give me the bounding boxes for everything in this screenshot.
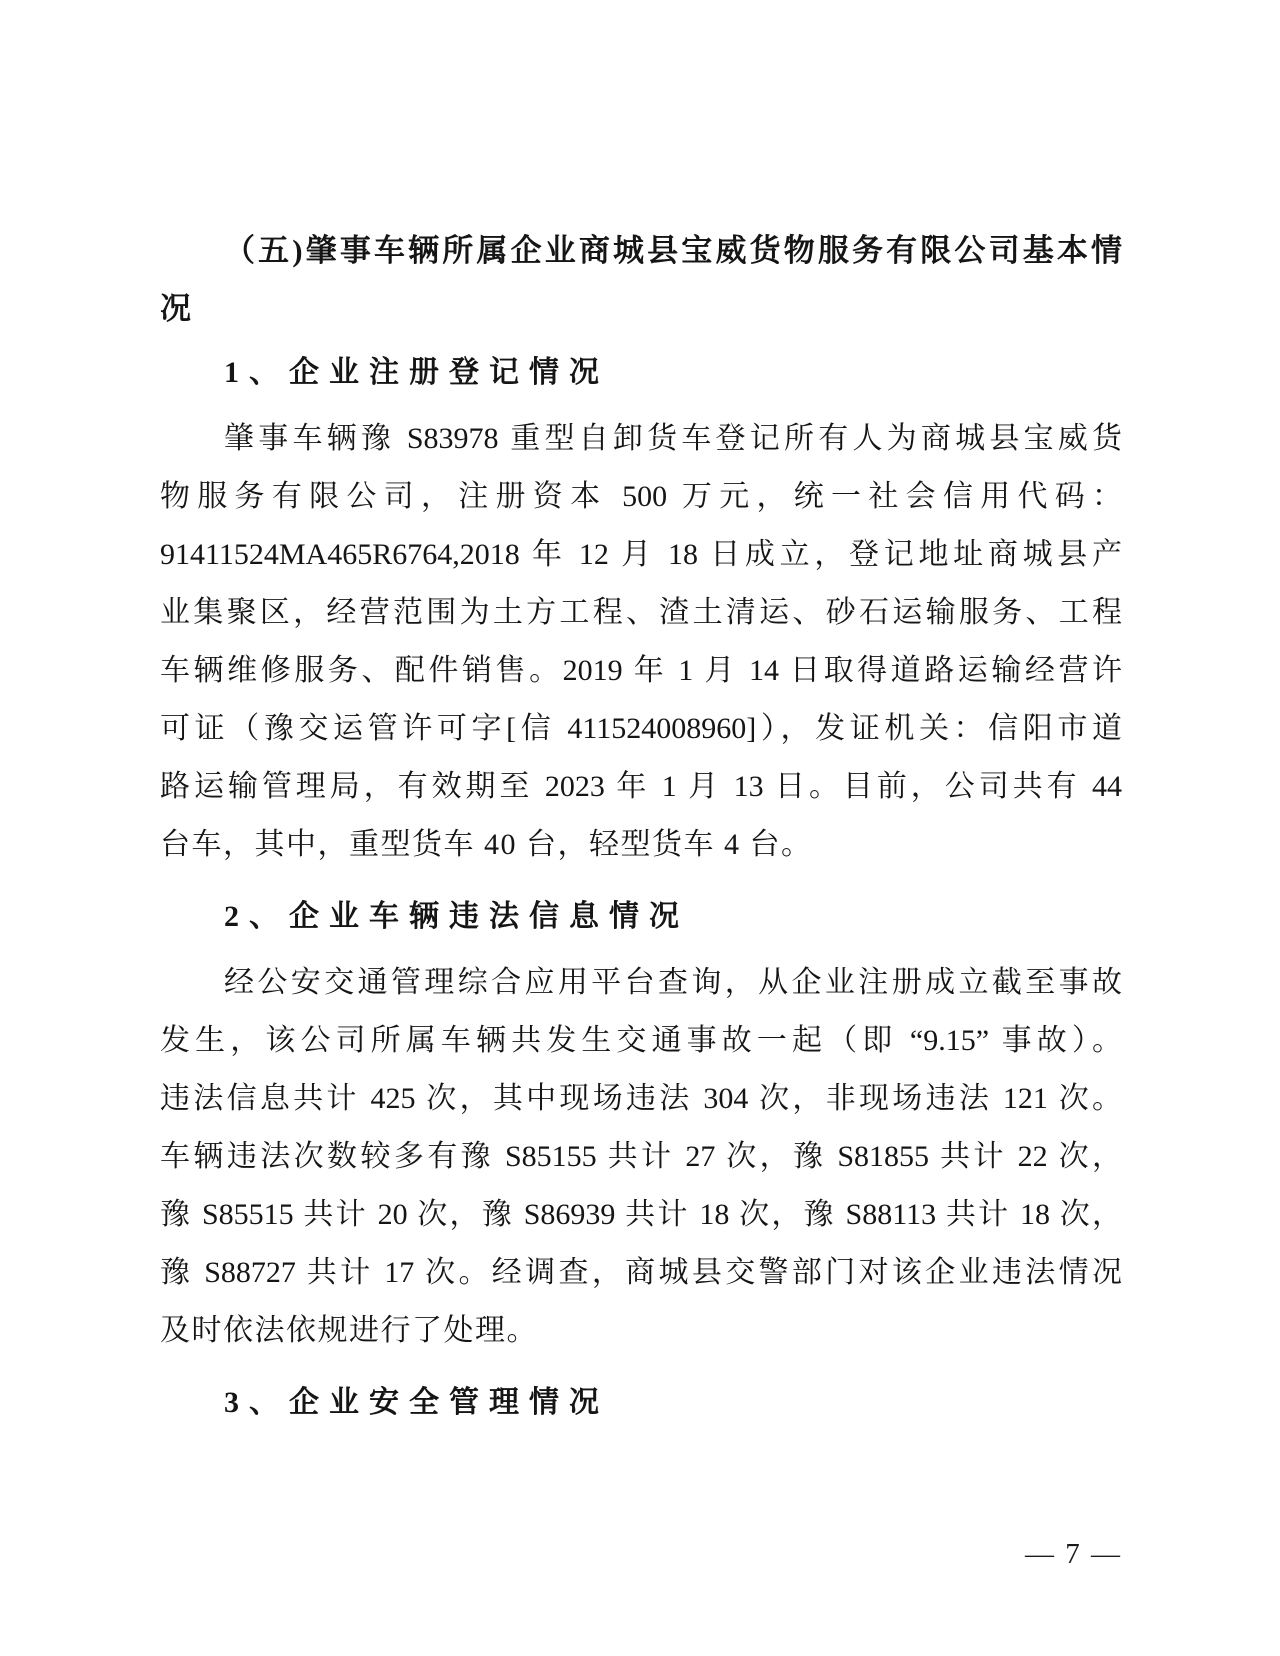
paragraph-line: 豫 S85515 共计 20 次，豫 S86939 共计 18 次，豫 S88113 共计 18 次， [160,1198,1122,1231]
subheading-block [160,888,1122,946]
paragraph-line: 豫 S88727 共计 17 次。经调查，商城县交警部门对该企业违法情况 [160,1256,1122,1289]
subheading-block [160,1374,1122,1432]
paragraph-line: 可证（豫交运管许可字[信 411524008960]），发证机关：信阳市道 [160,712,1122,745]
paragraph-line: 物服务有限公司，注册资本 500 万元，统一社会信用代码： [160,480,1122,513]
heading-line: 况 [160,291,191,326]
paragraph-line: 及时依法依规进行了处理。 [160,1314,538,1347]
subheading-text: 1、企业注册登记情况 [224,356,609,389]
paragraph-line: 违法信息共计 425 次，其中现场违法 304 次，非现场违法 121 次。 [160,1082,1122,1115]
paragraph-line: 91411524MA465R6764,2018 年 12 月 18 日成立，登记地址商城县产 [160,538,1122,571]
paragraph-line: 台车，其中，重型货车 40 台，轻型货车 4 台。 [160,828,813,861]
paragraph-block [160,410,1122,874]
heading-block [160,222,1122,338]
document-body [160,222,1122,1432]
subheading-block [160,344,1122,402]
page-number: — 7 — [1025,1538,1122,1570]
subheading-text: 2、企业车辆违法信息情况 [224,900,689,933]
paragraph-block [160,954,1122,1360]
paragraph-line: 车辆违法次数较多有豫 S85155 共计 27 次，豫 S81855 共计 22 次， [160,1140,1122,1173]
paragraph-line: 经公安交通管理综合应用平台查询，从企业注册成立截至事故 [224,966,1122,999]
paragraph-line: 业集聚区，经营范围为土方工程、渣土清运、砂石运输服务、工程 [160,596,1122,629]
paragraph-line: 车辆维修服务、配件销售。2019 年 1 月 14 日取得道路运输经营许 [160,654,1122,687]
paragraph-line: 路运输管理局，有效期至 2023 年 1 月 13 日。目前，公司共有 44 [160,770,1122,803]
subheading-text: 3、企业安全管理情况 [224,1386,609,1419]
paragraph-line: 发生，该公司所属车辆共发生交通事故一起（即 “9.15” 事故）。 [160,1024,1122,1057]
paragraph-line: 肇事车辆豫 S83978 重型自卸货车登记所有人为商城县宝威货 [224,422,1122,455]
heading-line: （五)肇事车辆所属企业商城县宝威货物服务有限公司基本情 [224,233,1122,268]
